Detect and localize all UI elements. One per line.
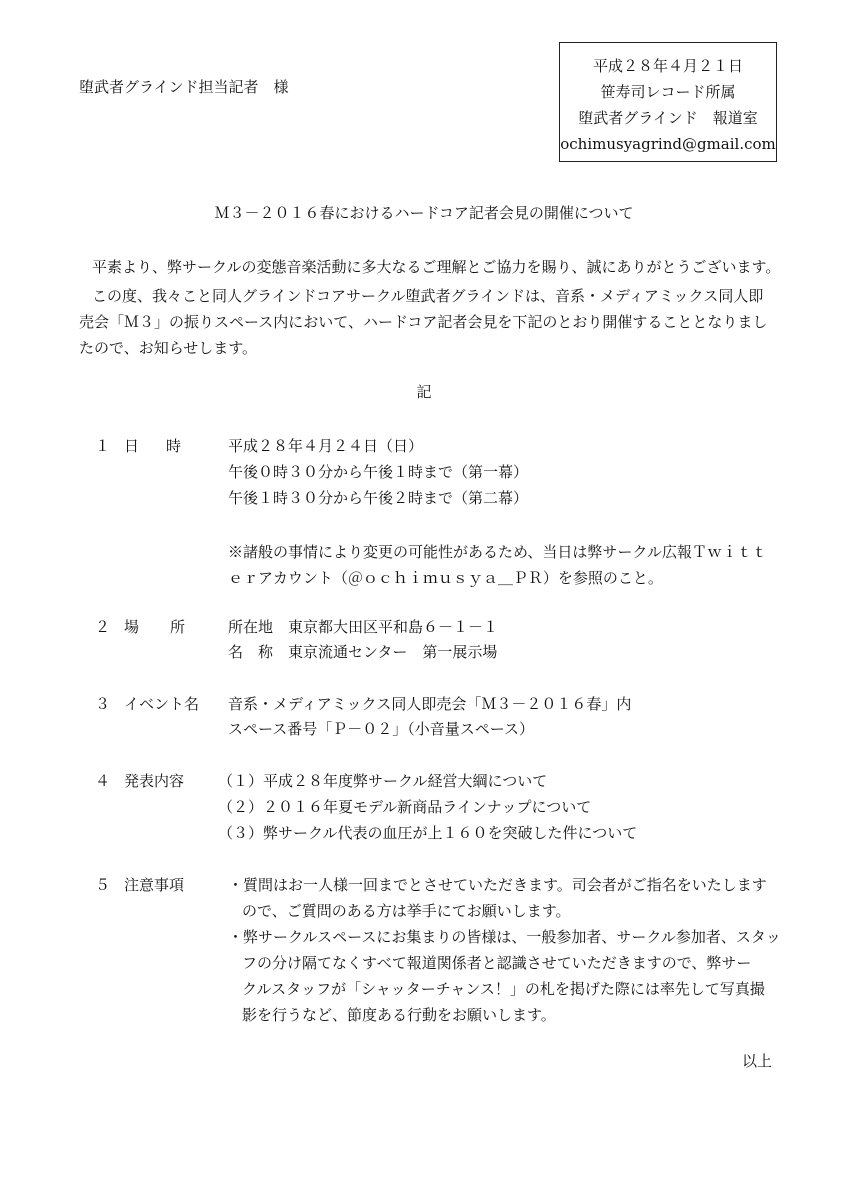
item-1-label-b: 時 <box>166 437 182 455</box>
item-1-label-a: 日 <box>124 437 140 455</box>
note-line-3: ・弊サークルスペースにお集まりの皆様は、一般参加者、サークル参加者、スタッ <box>228 928 781 946</box>
venue-address: 所在地 東京都大田区平和島６－１－１ <box>228 618 499 636</box>
recipient-line: 堕武者グラインド担当記者 様 <box>79 78 289 96</box>
document-title: Ｍ３－２０１６春におけるハードコア記者会見の開催について <box>214 204 634 222</box>
date-note-line-1: ※諸般の事情により変更の可能性があるため、当日は弊サークル広報Ｔｗｉｔｔ <box>228 543 767 561</box>
ki-heading: 記 <box>416 383 432 401</box>
event-date: 平成２８年４月２４日（日） <box>228 437 424 455</box>
note-line-4: フの分け隔てなくすべて報道関係者と認識させていただきますので、弊サー <box>242 954 752 972</box>
date-note-line-2: ｅｒアカウント（＠ｏｃｈｉｍｕｓｙａ＿ＰＲ）を参照のこと。 <box>228 569 663 587</box>
venue-name: 名 称 東京流通センター 第一展示場 <box>228 643 498 661</box>
topic-2: （２）２０１６年夏モデル新商品ラインナップについて <box>218 798 592 816</box>
item-5-number: ５ <box>95 876 111 894</box>
intro-line-3: 売会「Ｍ３」の振りスペース内において、ハードコア記者会見を下記のとおり開催することとなりまし <box>79 313 768 331</box>
item-5-label: 注意事項 <box>124 876 185 894</box>
item-4-number: ４ <box>95 772 111 790</box>
session-2-time: 午後１時３０分から午後２時まで（第二幕） <box>228 489 529 507</box>
item-2-number: ２ <box>95 618 111 636</box>
sender-affiliation: 笹寿司レコード所属 <box>600 83 736 101</box>
note-line-5: クルスタッフが「シャッターチャンス！」の札を掲げた際には率先して写真撮 <box>242 980 765 998</box>
item-2-label-b: 所 <box>170 618 186 636</box>
intro-line-1: 平素より、弊サークルの変態音楽活動に多大なるご理解とご協力を賜り、誠にありがとうございます。 <box>92 258 781 276</box>
note-line-1: ・質問はお一人様一回までとさせていただきます。司会者がご指名をいたします <box>228 876 767 894</box>
intro-line-2: この度、我々こと同人グラインドコアサークル堕武者グラインドは、音系・メディアミックス同人即 <box>92 287 764 305</box>
item-4-label: 発表内容 <box>124 772 185 790</box>
note-line-6: 影を行うなど、節度ある行動をお願いします。 <box>242 1006 556 1024</box>
sender-department: 堕武者グラインド 報道室 <box>578 109 758 127</box>
event-name: 音系・メディアミックス同人即売会「Ｍ３－２０１６春」内 <box>228 695 632 713</box>
issue-date: 平成２８年４月２１日 <box>592 57 743 75</box>
sender-email: ochimusyagrind@gmail.com <box>560 135 776 153</box>
note-line-2: ので、ご質問のある方は挙手にてお願いします。 <box>242 902 571 920</box>
space-number: スペース番号「Ｐ－０２」（小音量スペース） <box>228 720 535 738</box>
topic-3: （３）弊サークル代表の血圧が上１６０を突破した件について <box>218 824 638 842</box>
session-1-time: 午後０時３０分から午後１時まで（第一幕） <box>228 463 529 481</box>
closing-mark: 以上 <box>742 1052 773 1070</box>
item-2-label-a: 場 <box>124 618 140 636</box>
item-3-number: ３ <box>95 695 111 713</box>
sender-box <box>559 42 777 162</box>
intro-line-4: たので、お知らせします。 <box>79 339 258 357</box>
item-1-number: １ <box>95 437 111 455</box>
item-3-label: イベント名 <box>124 695 200 713</box>
topic-1: （１）平成２８年度弊サークル経営大綱について <box>218 772 548 790</box>
